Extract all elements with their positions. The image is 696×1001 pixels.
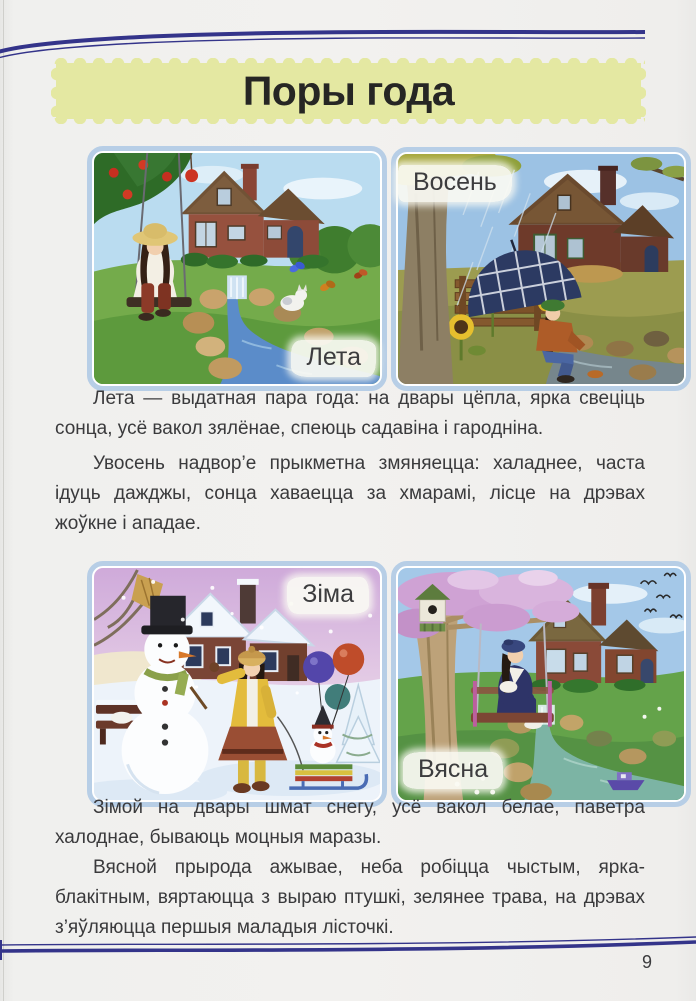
season-label-summer: Лета: [291, 340, 376, 377]
season-label-spring: Вясна: [403, 752, 503, 789]
paragraph-summer: Лета — выдатная пара года: на двары цёпла, ярка свеціць сонца, усё вакол зялёнае, спеюць садавіна і гародніна.: [55, 388, 645, 439]
page-number: 9: [641, 952, 652, 972]
banner-scallop-right: [640, 65, 646, 117]
summer-figure: [87, 146, 387, 391]
top-border-rule: [0, 0, 696, 60]
season-label-winter: Зіма: [287, 577, 369, 614]
spring-figure: [391, 561, 691, 807]
page-title-banner: [56, 63, 641, 119]
banner-scallop-left: [51, 65, 57, 117]
page-left-edge: [3, 0, 4, 1001]
page-title: Поры года: [242, 68, 455, 114]
paragraph-spring: Вясной прырода ажывае, неба робіцца чыстым, ярка-блакітным, вяртаюцца з выраю птушкі, зелянее трава, на дрэвах з’яўляюцца першыя маладыя лісточкі.: [55, 857, 645, 938]
paragraph-autumn: Увосень надвор’е прыкметна змяняецца: халаднее, часта ідуць дажджы, сонца хаваецца за хмарамі, лісце на дрэвах жоўкне і ападае.: [55, 453, 645, 534]
paragraph-winter: Зімой на двары шмат снегу, усё вакол белае, паветра халоднае, бываюць моцныя маразы.: [55, 797, 645, 848]
autumn-figure: [391, 147, 691, 391]
bottom-border-rule: [0, 934, 696, 964]
season-label-autumn: Восень: [398, 165, 512, 202]
winter-figure: [87, 561, 387, 807]
